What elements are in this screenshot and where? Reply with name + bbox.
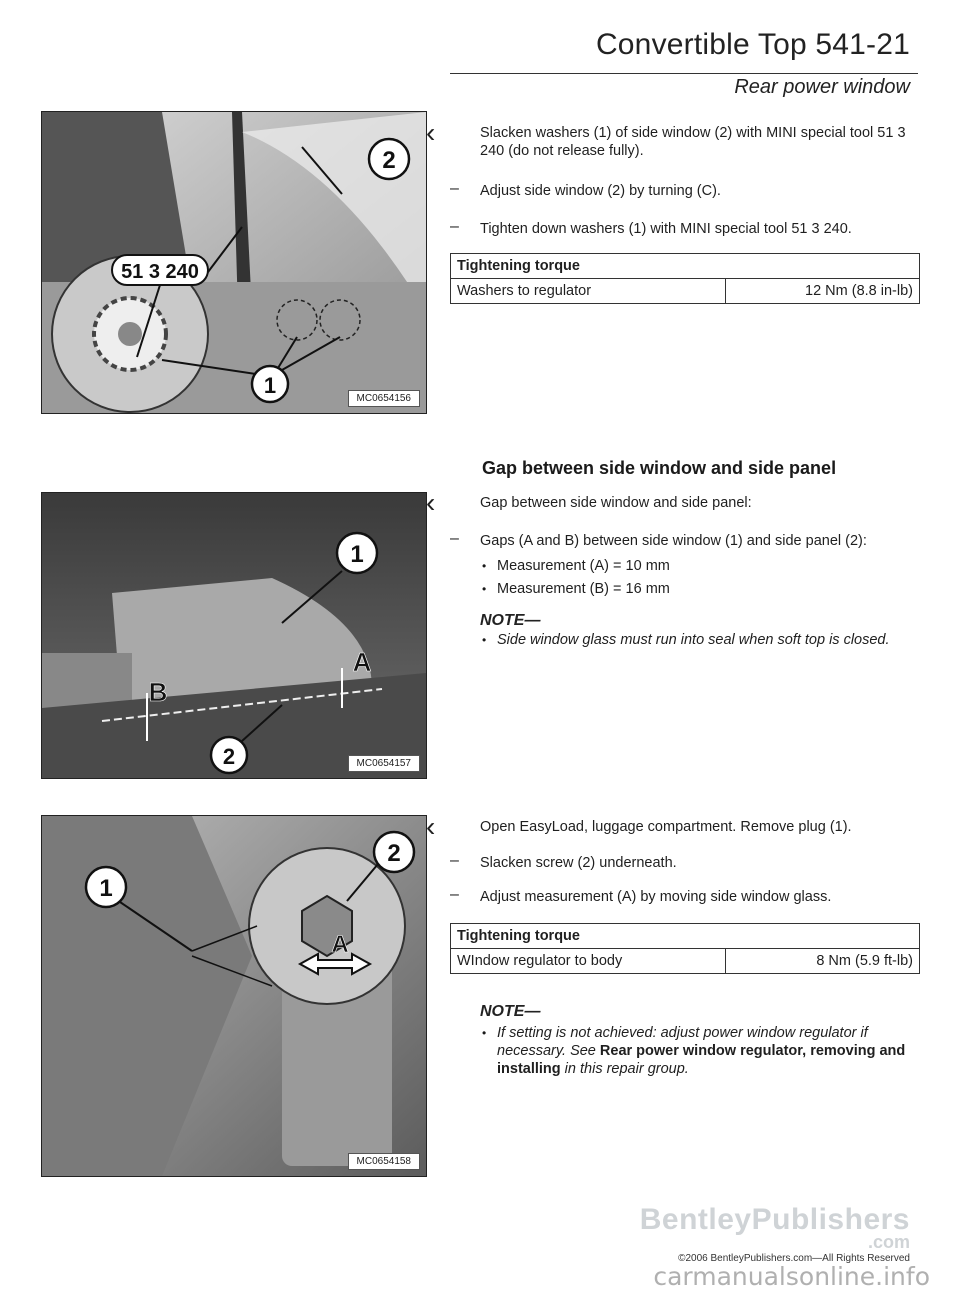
step-tighten-washers: Tighten down washers (1) with MINI special tool 51 3 240. (480, 221, 852, 237)
step-adjust-side-window: Adjust side window (2) by turning (C). (480, 183, 721, 199)
callout-2: 2 (387, 840, 401, 867)
torque-row-value: 8 Nm (5.9 ft-lb) (726, 949, 920, 974)
bullet-icon: • (482, 582, 487, 596)
callout-1: 1 (350, 541, 364, 568)
dash-marker: – (450, 530, 459, 547)
section-heading-gap: Gap between side window and side panel (482, 458, 837, 478)
dash-marker: – (450, 180, 459, 197)
step-adjust-measurement: Adjust measurement (A) by moving side window glass. (480, 889, 832, 905)
callout-b: B (148, 677, 168, 707)
page-subtitle: Rear power window (734, 76, 910, 98)
torque-row-label: Washers to regulator (451, 279, 726, 304)
torque-table-heading: Tightening torque (451, 924, 920, 949)
callout-1: 1 (99, 875, 113, 902)
step-gaps: Gaps (A and B) between side window (1) and side panel (2): (480, 533, 867, 549)
note-seal: Side window glass must run into seal when soft top is closed. (497, 632, 890, 648)
torque-row-label: WIndow regulator to body (451, 949, 726, 974)
image-code: MC0654158 (348, 1153, 420, 1170)
dash-marker: – (450, 218, 459, 235)
publisher-logo-domain: .com (867, 1232, 910, 1252)
note-setting (497, 1024, 922, 1078)
note-label: NOTE— (480, 1003, 541, 1020)
callout-1: 1 (263, 373, 277, 398)
cross-reference-link[interactable]: Rear power window regulator, removing and installing (497, 1043, 906, 1077)
callout-a: A (331, 931, 349, 958)
figure-side-window-washers (41, 111, 427, 414)
torque-table-regulator (450, 923, 920, 974)
step-open-easyload: Open EasyLoad, luggage compartment. Remove plug (1). (480, 819, 852, 835)
figure-easyload-plug (41, 815, 427, 1177)
step-slacken-screw: Slacken screw (2) underneath. (480, 855, 677, 871)
site-watermark: carmanualsonline.info (653, 1262, 930, 1291)
publisher-logo: BentleyPublishers (639, 1203, 910, 1236)
gap-intro: Gap between side window and side panel: (480, 495, 752, 511)
torque-row-value: 12 Nm (8.8 in-lb) (726, 279, 920, 304)
pointer-arrow-icon: ‹ (426, 487, 436, 518)
measurement-b: Measurement (B) = 16 mm (497, 581, 670, 597)
figure-gap-side-window (41, 492, 427, 779)
photo-illustration (42, 816, 426, 1176)
bullet-icon: • (482, 559, 487, 573)
photo-illustration (42, 493, 426, 778)
page-title: Convertible Top 541-21 (595, 28, 910, 61)
image-code: MC0654156 (348, 390, 420, 407)
pointer-arrow-icon: ‹ (426, 117, 436, 148)
note-label: NOTE— (480, 612, 541, 629)
step-slacken-washers: Slacken washers (1) of side window (2) with MINI special tool 51 3 240 (do not release fully). (480, 125, 906, 159)
note-text: If setting is not achieved: adjust power window regulator if necessary. See (497, 1025, 868, 1059)
header-divider (450, 73, 918, 74)
note-text: in this repair group. (560, 1061, 689, 1077)
callout-tool-number: 51 3 240 (121, 261, 199, 283)
dash-marker: – (450, 886, 459, 903)
bullet-icon: • (482, 1026, 487, 1040)
torque-table-heading: Tightening torque (451, 254, 920, 279)
callout-a: A (352, 647, 372, 677)
torque-table-washers (450, 253, 920, 304)
image-code: MC0654157 (348, 755, 420, 772)
copyright-notice: ©2006 BentleyPublishers.com—All Rights Reserved (678, 1253, 910, 1264)
bullet-icon: • (482, 633, 487, 647)
measurement-a: Measurement (A) = 10 mm (497, 558, 670, 574)
dash-marker: – (450, 852, 459, 869)
pointer-arrow-icon: ‹ (426, 811, 436, 842)
callout-2: 2 (382, 147, 396, 174)
callout-2: 2 (222, 744, 236, 769)
photo-illustration (42, 112, 426, 413)
